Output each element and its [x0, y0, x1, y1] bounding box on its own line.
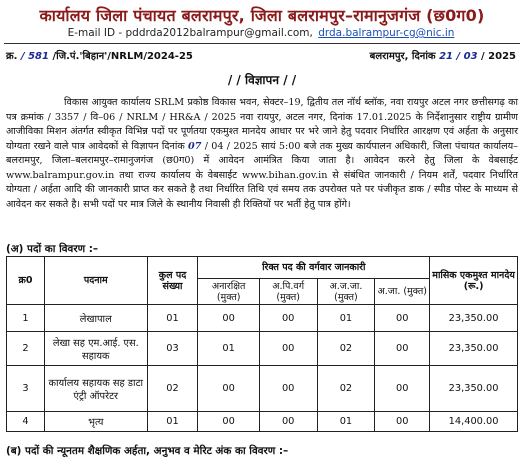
- email-secondary-link[interactable]: drda.balrampur-cg@nic.in: [318, 27, 455, 39]
- cell-st: 02: [317, 332, 375, 366]
- cell-sc: 00: [375, 412, 430, 432]
- cell-total: 03: [147, 332, 198, 366]
- body-ink-day: 07: [188, 140, 202, 152]
- th-post: पदनाम: [44, 257, 147, 305]
- cell-post: कार्यालय सहायक सह डाटा एंट्री ऑपरेटर: [44, 366, 147, 412]
- table-row: [7, 332, 518, 366]
- cell-sno: 2: [7, 332, 45, 366]
- cell-amount: 23,350.00: [430, 332, 518, 366]
- header-divider: [4, 43, 520, 44]
- email-line: [0, 27, 524, 39]
- cell-obc: 00: [259, 305, 317, 332]
- date-prefix: बलरामपुर, दिनांक: [369, 51, 436, 62]
- cell-post: लेखापाल: [44, 305, 147, 332]
- table-header-row: [7, 257, 518, 279]
- ref-kr-number: / 581: [20, 51, 49, 62]
- cell-ur: 00: [198, 412, 259, 432]
- table-row: [7, 412, 518, 432]
- reference-number: [6, 48, 193, 62]
- ref-middle: /जि.पं.'बिहान'/NRLM/2024-25: [52, 51, 193, 62]
- cell-ur: 00: [198, 366, 259, 412]
- email-label: E-mail ID -: [67, 27, 123, 39]
- th-sc: अ.जा. (मुक्त): [375, 279, 430, 305]
- th-st: अ.ज.जा. (मुक्त): [317, 279, 375, 305]
- table-row: [7, 366, 518, 412]
- cell-sc: 00: [375, 366, 430, 412]
- cell-amount: 14,400.00: [430, 412, 518, 432]
- body-part2: / 04 / 2025 सायं 5:00 बजे तक मुख्य कार्यपालन अधिकारी, जिला पंचायत कार्यालय– बलरामपुर, जिला–बलरामपुर–रामानुजगंज (छ0ग0) में आवेदन आमंत्रित किया जाता है। आवेदन करने हेतु जिला के वेबसाईट www.balrampur.gov.in तथा राज्य कार्यालय के वेबसाईट www.bihan.gov.in से संबंधित जानकारी / नियम शर्तें, पदवार निर्धारित योग्यता / अर्हता आदि की जानकारी प्राप्त कर सकते है तथा निर्धारित तिथि एवं समय तक उपरोक्त पते पर पंजीकृत डाक / स्पीड पोस्ट के माध्यम से आवेदन कर सकते है। सभी पदों पर मात्र जिले के स्थानीय निवासी ही रिक्तियों पर भर्ती हेतु पात्र होंगे।: [6, 140, 518, 210]
- notice-title: / / विज्ञापन / /: [227, 73, 297, 87]
- cell-st: 02: [317, 366, 375, 412]
- cell-sno: 1: [7, 305, 45, 332]
- table-row: [7, 305, 518, 332]
- cell-total: 01: [147, 412, 198, 432]
- cell-st: 01: [317, 412, 375, 432]
- cell-ur: 00: [198, 305, 259, 332]
- body-part1: विकास आयुक्त कार्यालय SRLM प्रकोष्ठ विकास भवन, सेक्टर–19, द्वितीय तल नॉर्थ ब्लॉक, नवा रायपुर अटल नगर छत्तीसगढ़ का पत्र क्रमांक / 3357 / वि–06 / NRLM / HR&A / 2025 नवा रायपुर, अटल नगर, दिनांक 17.01.2025 के निर्देशानुसार राष्ट्रीय ग्रामीण आजीविका मिशन अंतर्गत स्वीकृत विभिन्न पदों पर पूर्णतया एकमुश्त मानदेय आधार पर भरे जाने हेतु पदवार निर्धारित आरक्षण एवं अर्हता के अनुसार योग्यता रखने वाले पात्र आवेदकों से विज्ञापन दिनांक: [6, 97, 518, 152]
- cell-post: भृत्य: [44, 412, 147, 432]
- posts-table: [6, 256, 518, 432]
- reference-date: [370, 48, 516, 62]
- ref-kr-label: क्र.: [6, 51, 18, 62]
- email-primary: pddrda2012balrampur@gmail.com,: [125, 27, 313, 39]
- th-vacancy-group: रिक्त पद की वर्गवार जानकारी: [198, 257, 430, 279]
- notice-body: [6, 96, 518, 212]
- th-total: कुल पद संख्या: [147, 257, 198, 305]
- cell-st: 01: [317, 305, 375, 332]
- cell-obc: 00: [259, 366, 317, 412]
- section-b-heading: (ब) पदों की न्यूनतम शैक्षणिक अर्हता, अनुभव व मेरिट अंक का विवरण :–: [6, 445, 289, 457]
- cell-total: 02: [147, 366, 198, 412]
- date-year: / 2025: [481, 51, 516, 62]
- cell-amount: 23,350.00: [430, 305, 518, 332]
- cell-obc: 00: [259, 412, 317, 432]
- cell-ur: 01: [198, 332, 259, 366]
- section-a-heading: (अ) पदों का विवरण :–: [6, 243, 99, 255]
- cell-obc: 00: [259, 332, 317, 366]
- th-obc: अ.पि.वर्ग (मुक्त): [259, 279, 317, 305]
- cell-sc: 00: [375, 305, 430, 332]
- cell-sno: 3: [7, 366, 45, 412]
- th-sno: क्र0: [7, 257, 45, 305]
- cell-total: 01: [147, 305, 198, 332]
- date-month: / 03: [456, 51, 478, 62]
- cell-sno: 4: [7, 412, 45, 432]
- cell-sc: 00: [375, 332, 430, 366]
- th-ur: अनारक्षित (मुक्त): [198, 279, 259, 305]
- office-title: कार्यालय जिला पंचायत बलरामपुर, जिला बलरामपुर–रामानुजगंज (छ0ग0): [39, 6, 485, 25]
- th-honorarium: मासिक एकमुश्त मानदेय (रू.): [430, 257, 518, 305]
- cell-amount: 23,350.00: [430, 366, 518, 412]
- cell-post: लेखा सह एम.आई. एस. सहायक: [44, 332, 147, 366]
- date-day: 21: [439, 51, 453, 62]
